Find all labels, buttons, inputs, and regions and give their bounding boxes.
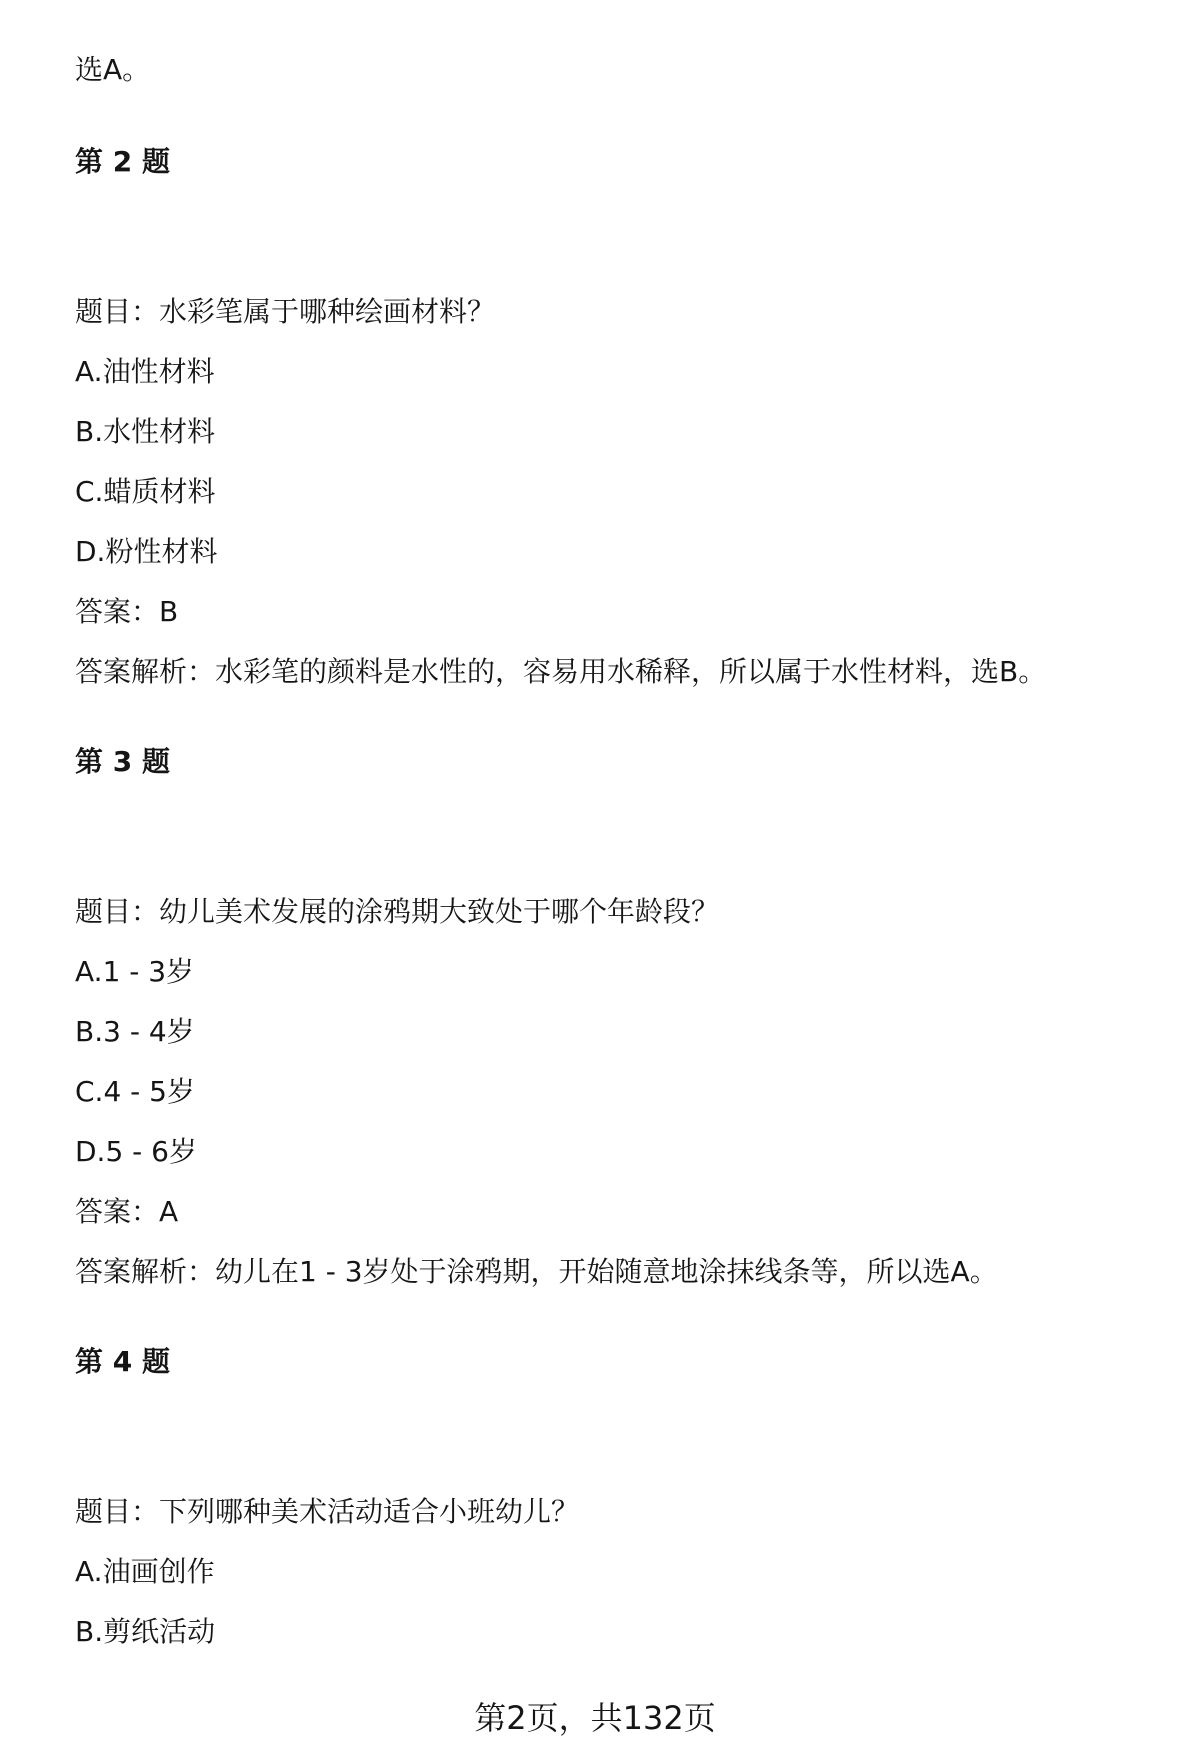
question-3-explanation: 答案解析：幼儿在1 - 3岁处于涂鸦期，开始随意地涂抹线条等，所以选A。 [75,1255,998,1288]
question-3-option-c: C.4 - 5岁 [75,1075,195,1108]
question-2-option-c: C.蜡质材料 [75,475,216,508]
question-2-heading: 第 2 题 [75,145,170,178]
question-3-answer: 答案：A [75,1195,179,1228]
question-2-option-b: B.水性材料 [75,415,216,448]
question-3-heading: 第 3 题 [75,745,170,778]
question-2-text: 题目：水彩笔属于哪种绘画材料？ [75,295,496,328]
question-3-option-a: A.1 - 3岁 [75,955,195,988]
question-3-option-b: B.3 - 4岁 [75,1015,195,1048]
question-3-text: 题目：幼儿美术发展的涂鸦期大致处于哪个年龄段？ [75,895,720,928]
question-4-option-a: A.油画创作 [75,1555,215,1588]
question-2-answer: 答案：B [75,595,179,628]
question-2-explanation: 答案解析：水彩笔的颜料是水性的，容易用水稀释，所以属于水性材料，选B。 [75,655,1047,688]
question-4-text: 题目：下列哪种美术活动适合小班幼儿？ [75,1495,580,1528]
question-2-option-a: A.油性材料 [75,355,215,388]
question-4-option-b: B.剪纸活动 [75,1615,216,1648]
page-footer: 第2页，共132页 [474,1699,716,1737]
question-2-option-d: D.粉性材料 [75,535,218,568]
question-4-heading: 第 4 题 [75,1345,170,1378]
previous-explanation-tail: 选A。 [75,53,151,86]
question-3-option-d: D.5 - 6岁 [75,1135,197,1168]
